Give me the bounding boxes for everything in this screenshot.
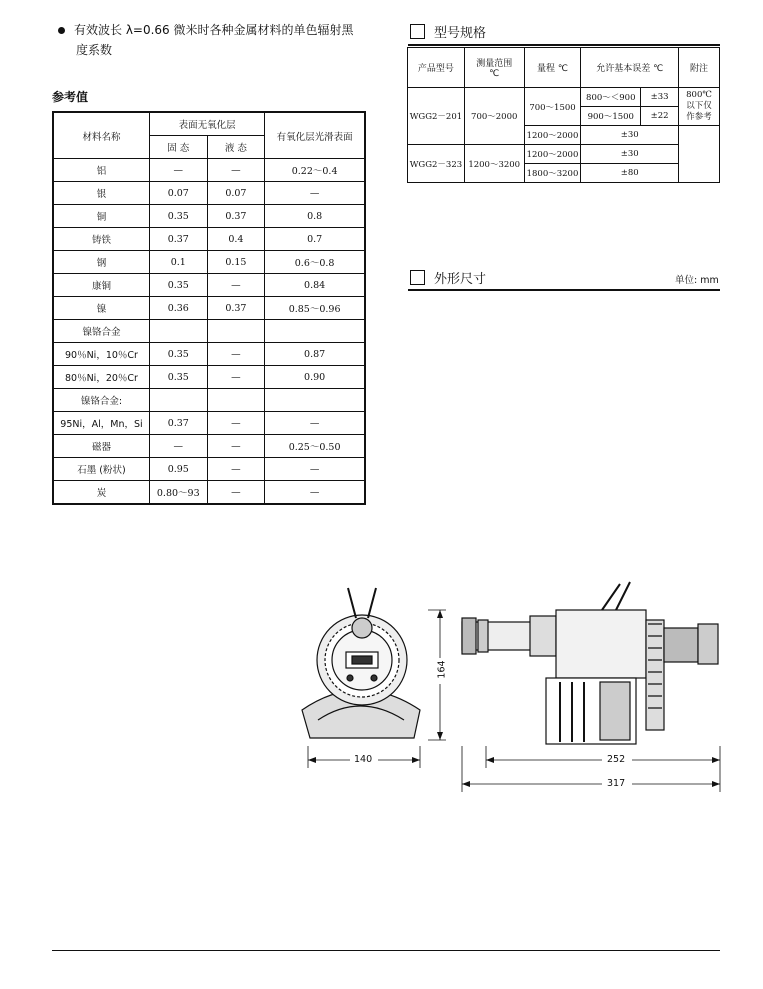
table-row	[53, 481, 365, 505]
m2-err2: ±80	[581, 164, 679, 183]
cell-solid: —	[149, 435, 207, 458]
cell-solid	[149, 320, 207, 343]
cell-solid: 0.1	[149, 251, 207, 274]
table-row	[53, 182, 365, 205]
cell-oxide	[265, 389, 365, 412]
cell-name: 石墨 (粉状)	[53, 458, 149, 481]
m1-range: 700～2000	[464, 88, 524, 145]
intro-line-1: 有效波长 λ=0.66 微米时各种金属材料的单色辐射黑	[74, 23, 354, 37]
m2-scale1: 1200～2000	[524, 145, 581, 164]
cell-oxide: 0.22～0.4	[265, 159, 365, 182]
col-no-oxide: 表面无氧化层	[149, 112, 264, 136]
m2-err1: ±30	[581, 145, 679, 164]
note-line3: 作参考	[686, 112, 712, 122]
cell-name: 镍铬合金:	[53, 389, 149, 412]
m2-model: WGG2－323	[408, 145, 465, 183]
cell-oxide: 0.25～0.50	[265, 435, 365, 458]
cell-oxide: —	[265, 182, 365, 205]
h-error: 允许基本误差 ℃	[581, 48, 679, 88]
cell-oxide: 0.90	[265, 366, 365, 389]
spec-table	[407, 47, 720, 183]
col-liquid: 液 态	[207, 136, 265, 159]
cell-liquid: —	[207, 458, 265, 481]
cell-liquid: —	[207, 481, 265, 505]
note-line1: 800℃	[686, 90, 712, 100]
cell-solid: 0.35	[149, 366, 207, 389]
bullet-icon	[58, 27, 65, 34]
cell-name: 95Ni，Al，Mn，Si	[53, 412, 149, 435]
cell-liquid	[207, 389, 265, 412]
cell-name: 康铜	[53, 274, 149, 297]
dim-height: 164	[436, 660, 448, 679]
cell-name: 镍	[53, 297, 149, 320]
dim-section-title	[410, 268, 486, 287]
table-row	[53, 320, 365, 343]
material-emissivity-table	[52, 111, 366, 505]
spec-section-title	[410, 22, 486, 41]
h-model: 产品型号	[408, 48, 465, 88]
checkbox-icon	[410, 270, 425, 285]
cell-name: 80％Ni，20％Cr	[53, 366, 149, 389]
cell-oxide: —	[265, 481, 365, 505]
cell-solid	[149, 389, 207, 412]
unit-label: 单位: mm	[675, 275, 719, 286]
dim-width-side: 140	[354, 754, 373, 765]
side-body	[556, 610, 646, 678]
dim-body-length: 252	[607, 754, 626, 765]
cell-liquid: 0.4	[207, 228, 265, 251]
reference-title: 参考值	[52, 90, 89, 104]
cell-liquid	[207, 320, 265, 343]
cell-liquid: —	[207, 159, 265, 182]
m1-err3: ±30	[581, 126, 679, 145]
h-scale: 量程 ℃	[524, 48, 581, 88]
table-row	[53, 435, 365, 458]
intro-line-2: 度系数	[76, 43, 113, 57]
cell-oxide: 0.85～0.96	[265, 297, 365, 320]
m1-err1: ±33	[641, 88, 679, 107]
m2-scale2: 1800～3200	[524, 164, 581, 183]
checkbox-icon	[410, 24, 425, 39]
h-range	[464, 48, 524, 88]
table-row	[53, 159, 365, 182]
spec-section-rule	[408, 44, 720, 46]
cell-name: 90％Ni，10％Cr	[53, 343, 149, 366]
h-range-line1: 测量范围	[476, 59, 513, 69]
cell-oxide: 0.7	[265, 228, 365, 251]
cell-name: 铜	[53, 205, 149, 228]
table-row	[53, 228, 365, 251]
cell-liquid: 0.15	[207, 251, 265, 274]
m1-scale2: 1200～2000	[524, 126, 581, 145]
table-row	[53, 343, 365, 366]
cell-solid: 0.37	[149, 228, 207, 251]
cell-name: 镍铬合金	[53, 320, 149, 343]
dim-section-label: 外形尺寸	[434, 272, 487, 287]
cell-oxide: —	[265, 458, 365, 481]
cell-oxide: 0.84	[265, 274, 365, 297]
cell-solid: 0.35	[149, 205, 207, 228]
m1-sub2: 900～1500	[581, 107, 641, 126]
cell-oxide: 0.6～0.8	[265, 251, 365, 274]
table-row	[53, 366, 365, 389]
intro-text	[58, 20, 354, 60]
cell-solid: 0.95	[149, 458, 207, 481]
m1-err2: ±22	[641, 107, 679, 126]
table-row	[53, 297, 365, 320]
cell-oxide: —	[265, 412, 365, 435]
table-row	[53, 205, 365, 228]
cell-liquid: 0.37	[207, 205, 265, 228]
m1-sub1: 800～＜900	[581, 88, 641, 107]
cell-solid: 0.80～93	[149, 481, 207, 505]
cell-liquid: —	[207, 435, 265, 458]
cell-solid: 0.37	[149, 412, 207, 435]
m1-note	[679, 88, 720, 126]
cell-name: 铸铁	[53, 228, 149, 251]
cell-name: 银	[53, 182, 149, 205]
note-line2: 以下仅	[686, 101, 712, 111]
cell-liquid: 0.07	[207, 182, 265, 205]
cell-liquid: —	[207, 274, 265, 297]
cell-name: 磁器	[53, 435, 149, 458]
h-note: 附注	[679, 48, 720, 88]
col-oxide: 有氧化层光滑表面	[265, 112, 365, 159]
col-solid: 固 态	[149, 136, 207, 159]
cell-oxide: 0.87	[265, 343, 365, 366]
cell-name: 铝	[53, 159, 149, 182]
table-row	[53, 274, 365, 297]
m1-note-blank	[679, 126, 720, 183]
footer-rule	[52, 950, 720, 951]
cell-oxide: 0.8	[265, 205, 365, 228]
cell-liquid: —	[207, 343, 265, 366]
pyrometer-drawing	[290, 570, 730, 800]
cell-solid: 0.07	[149, 182, 207, 205]
cell-liquid: —	[207, 366, 265, 389]
cell-solid: —	[149, 159, 207, 182]
cell-liquid: 0.37	[207, 297, 265, 320]
dim-section-rule	[408, 289, 720, 291]
cell-name: 钢	[53, 251, 149, 274]
m1-scale1: 700～1500	[524, 88, 581, 126]
cell-solid: 0.35	[149, 343, 207, 366]
col-material-name: 材料名称	[53, 112, 149, 159]
spec-section-label: 型号规格	[434, 26, 487, 41]
cell-liquid: —	[207, 412, 265, 435]
h-range-line2: ℃	[489, 69, 500, 79]
table-row	[53, 412, 365, 435]
dim-total-length: 317	[607, 778, 626, 789]
table-row	[53, 389, 365, 412]
cell-solid: 0.35	[149, 274, 207, 297]
m1-model: WGG2－201	[408, 88, 465, 145]
cell-oxide	[265, 320, 365, 343]
table-row	[53, 251, 365, 274]
table-row	[53, 458, 365, 481]
m2-range: 1200～3200	[464, 145, 524, 183]
cell-name: 炭	[53, 481, 149, 505]
cell-solid: 0.36	[149, 297, 207, 320]
